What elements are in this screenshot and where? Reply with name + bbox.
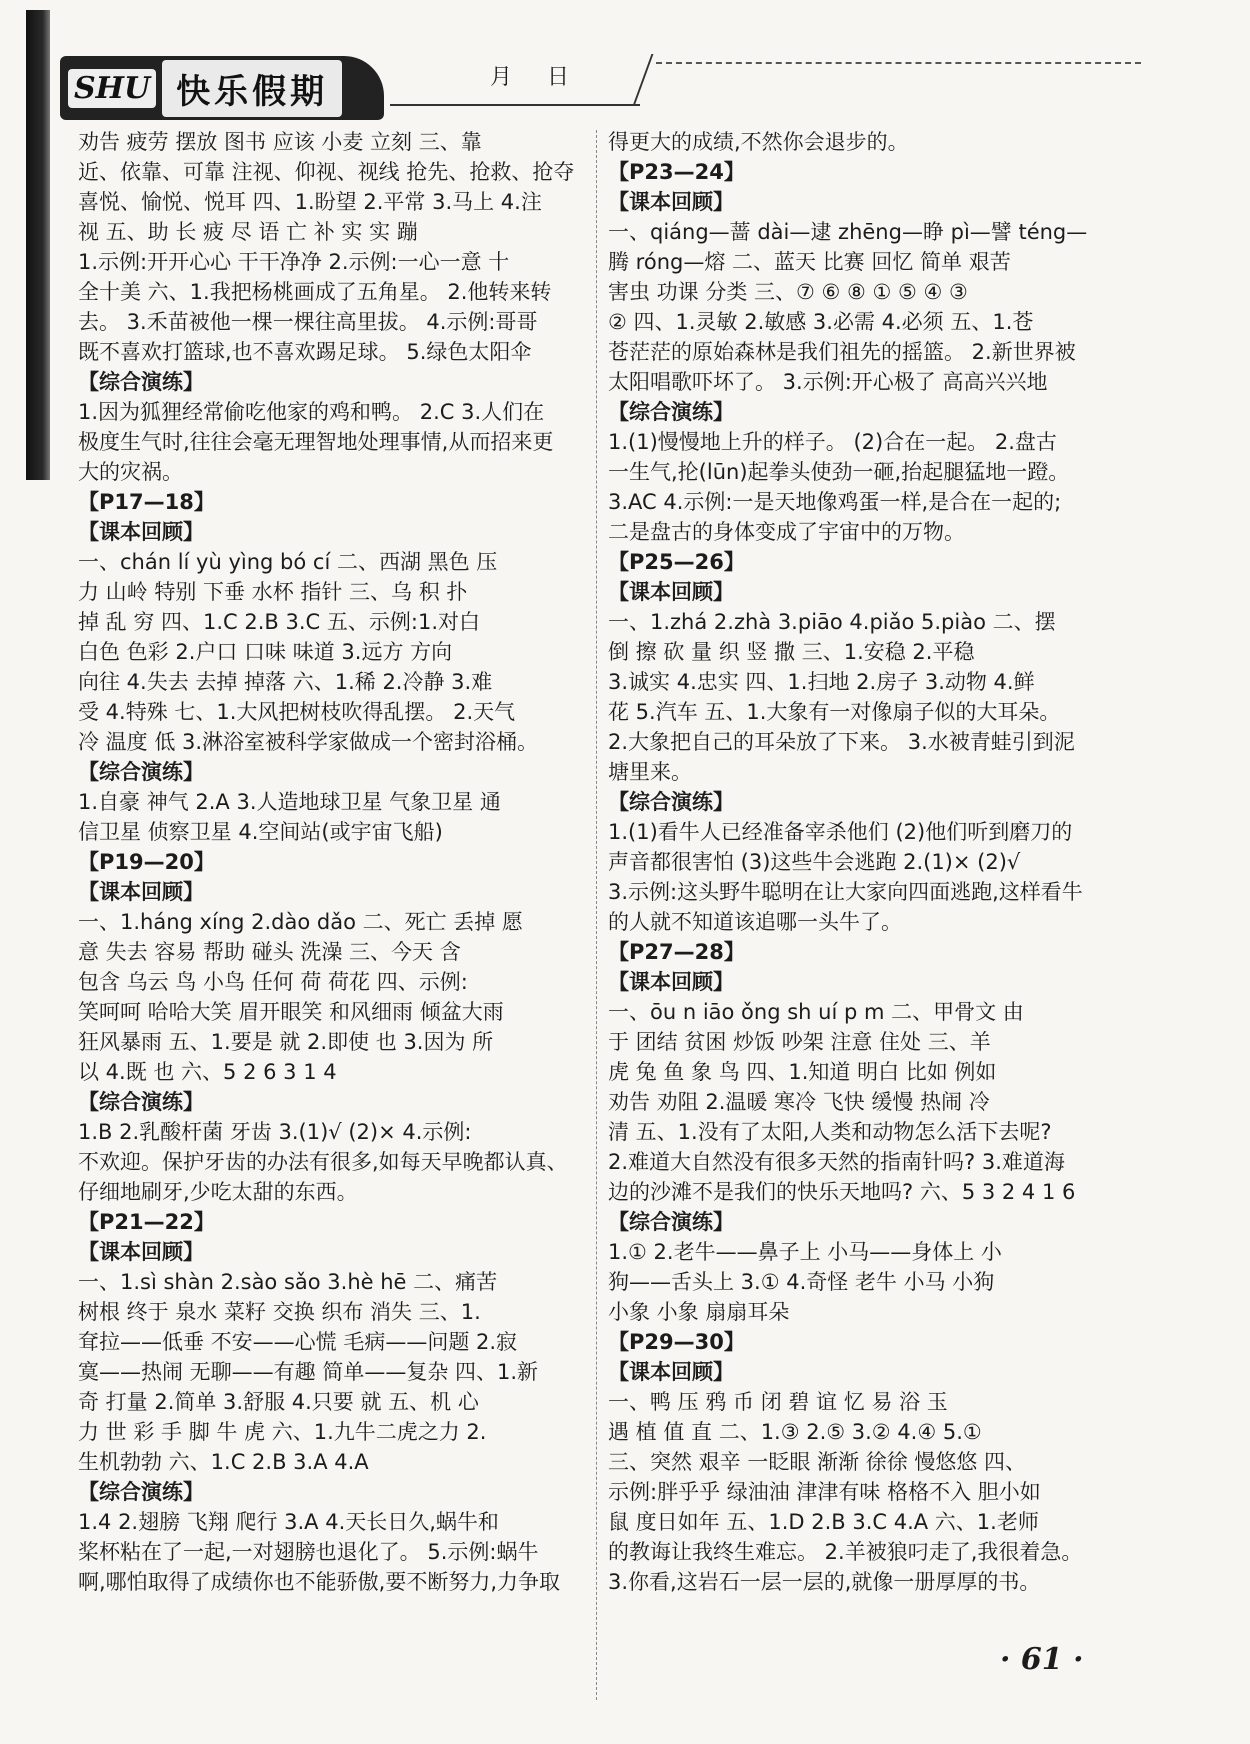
answer-line: 全十美 六、1.我把杨桃画成了五角星。 2.他转来转 bbox=[78, 280, 552, 304]
answer-line: 一、1.sì shàn 2.sào sǎo 3.hè hē 二、痛苦 bbox=[78, 1270, 498, 1294]
date-underline bbox=[390, 104, 640, 106]
answer-line: 塘里来。 bbox=[608, 760, 692, 784]
answer-line: 遇 植 值 直 二、1.③ 2.⑤ 3.② 4.④ 5.① bbox=[608, 1420, 982, 1444]
answer-line: 一、1.háng xíng 2.dào dǎo 二、死亡 丢掉 愿 bbox=[78, 910, 523, 934]
section-heading: 【课本回顾】 bbox=[608, 1360, 734, 1384]
answer-line: 力 山岭 特别 下垂 水杯 指针 三、乌 积 扑 bbox=[78, 580, 468, 604]
answer-line: 1.B 2.乳酸杆菌 牙齿 3.(1)√ (2)× 4.示例: bbox=[78, 1120, 472, 1144]
answer-line: 3.诚实 4.忠实 四、1.扫地 2.房子 3.动物 4.鲜 bbox=[608, 670, 1035, 694]
answer-line: 极度生气时,往往会毫无理智地处理事情,从而招来更 bbox=[78, 430, 554, 454]
answer-line: 视 五、助 长 疲 尽 语 亡 补 实 实 蹦 bbox=[78, 220, 418, 244]
answer-line: 受 4.特殊 七、1.大风把树枝吹得乱摆。 2.天气 bbox=[78, 700, 516, 724]
page-header bbox=[60, 52, 1140, 132]
answer-line: 一生气,抡(lūn)起拳头使劲一砸,抬起腿猛地一蹬。 bbox=[608, 460, 1070, 484]
section-heading: 【综合演练】 bbox=[608, 1210, 734, 1234]
answer-line: 去。 3.禾苗被他一棵一棵往高里拔。 4.示例:哥哥 bbox=[78, 310, 538, 334]
header-slash bbox=[633, 54, 654, 106]
answer-line: 寞——热闹 无聊——有趣 简单——复杂 四、1.新 bbox=[78, 1360, 539, 1384]
answer-line: 一、qiáng—蔷 dài—逮 zhēng—睁 pì—譬 téng— bbox=[608, 220, 1088, 244]
answer-line: 一、chán lí yù yìng bó cí 二、西湖 黑色 压 bbox=[78, 550, 498, 574]
answer-line: 3.示例:这头野牛聪明在让大家向四面逃跑,这样看牛 bbox=[608, 880, 1083, 904]
answer-line: 1.4 2.翅膀 飞翔 爬行 3.A 4.天长日久,蜗牛和 bbox=[78, 1510, 499, 1534]
answer-line: 虎 兔 鱼 象 鸟 四、1.知道 明白 比如 例如 bbox=[608, 1060, 997, 1084]
answer-line: 笑呵呵 哈哈大笑 眉开眼笑 和风细雨 倾盆大雨 bbox=[78, 1000, 504, 1024]
answer-line: 信卫星 侦察卫星 4.空间站(或宇宙飞船) bbox=[78, 820, 443, 844]
section-heading: 【综合演练】 bbox=[78, 760, 204, 784]
answer-line: 的人就不知道该追哪一头牛了。 bbox=[608, 910, 902, 934]
answer-line: 1.因为狐狸经常偷吃他家的鸡和鸭。 2.C 3.人们在 bbox=[78, 400, 545, 424]
answer-line: 的教诲让我终生难忘。 2.羊被狼叼走了,我很着急。 bbox=[608, 1540, 1083, 1564]
answer-line: 2.难道大自然没有很多天然的指南针吗? 3.难道海 bbox=[608, 1150, 1065, 1174]
answer-line: 既不喜欢打篮球,也不喜欢踢足球。 5.绿色太阳伞 bbox=[78, 340, 532, 364]
answer-line: 劝告 疲劳 摆放 图书 应该 小麦 立刻 三、靠 bbox=[78, 130, 482, 154]
section-heading: 【P25—26】 bbox=[608, 550, 745, 574]
answer-line: 近、依靠、可靠 注视、仰视、视线 抢先、抢救、抢夺 bbox=[78, 160, 575, 184]
answer-line: 小象 小象 扇扇耳朵 bbox=[608, 1300, 790, 1324]
section-heading: 【课本回顾】 bbox=[78, 1240, 204, 1264]
answer-line: 一、1.zhá 2.zhà 3.piāo 4.piǎo 5.piào 二、摆 bbox=[608, 610, 1056, 634]
section-heading: 【综合演练】 bbox=[608, 400, 734, 424]
answer-line: 示例:胖乎乎 绿油油 津津有味 格格不入 胆小如 bbox=[608, 1480, 1041, 1504]
section-heading: 【P23—24】 bbox=[608, 160, 745, 184]
section-heading: 【P17—18】 bbox=[78, 490, 215, 514]
answer-line: 一、鸭 压 鸦 币 闭 碧 谊 忆 易 浴 玉 bbox=[608, 1390, 948, 1414]
answer-line: 1.示例:开开心心 干干净净 2.示例:一心一意 十 bbox=[78, 250, 510, 274]
binding-edge bbox=[26, 10, 50, 480]
section-heading: 【课本回顾】 bbox=[608, 580, 734, 604]
answer-line: 劝告 劝阻 2.温暖 寒冷 飞快 缓慢 热闹 冷 bbox=[608, 1090, 990, 1114]
answer-line: 1.(1)看牛人已经准备宰杀他们 (2)他们听到磨刀的 bbox=[608, 820, 1073, 844]
answer-line: 2.大象把自己的耳朵放了下来。 3.水被青蛙引到泥 bbox=[608, 730, 1075, 754]
answer-line: 清 五、1.没有了太阳,人类和动物怎么活下去呢? bbox=[608, 1120, 1052, 1144]
logo bbox=[60, 56, 384, 120]
answer-line: 一、ōu n iāo ǒng sh uí p m 二、甲骨文 由 bbox=[608, 1000, 1024, 1024]
answer-line: 喜悦、愉悦、悦耳 四、1.盼望 2.平常 3.马上 4.注 bbox=[78, 190, 542, 214]
date-label: 月 日 bbox=[490, 65, 569, 90]
answer-line: 意 失去 容易 帮助 碰头 洗澡 三、今天 含 bbox=[78, 940, 461, 964]
answer-line: 生机勃勃 六、1.C 2.B 3.A 4.A bbox=[78, 1450, 369, 1474]
answer-line: 1.自豪 神气 2.A 3.人造地球卫星 气象卫星 通 bbox=[78, 790, 501, 814]
answer-line: 太阳唱歌吓坏了。 3.示例:开心极了 高高兴兴地 bbox=[608, 370, 1048, 394]
answer-line: 力 世 彩 手 脚 牛 虎 六、1.九牛二虎之力 2. bbox=[78, 1420, 487, 1444]
answer-line: 花 5.汽车 五、1.大象有一对像扇子似的大耳朵。 bbox=[608, 700, 1061, 724]
answer-line: 声音都很害怕 (3)这些牛会逃跑 2.(1)× (2)√ bbox=[608, 850, 1021, 874]
header-dashed-rule bbox=[656, 62, 1141, 64]
answer-line: 冷 温度 低 3.淋浴室被科学家做成一个密封浴桶。 bbox=[78, 730, 539, 754]
column-divider bbox=[596, 130, 597, 1700]
section-heading: 【P29—30】 bbox=[608, 1330, 745, 1354]
answer-line: 害虫 功课 分类 三、⑦ ⑥ ⑧ ① ⑤ ④ ③ bbox=[608, 280, 968, 304]
section-heading: 【综合演练】 bbox=[78, 1480, 204, 1504]
answer-line: 耷拉——低垂 不安——心慌 毛病——问题 2.寂 bbox=[78, 1330, 518, 1354]
section-heading: 【课本回顾】 bbox=[78, 520, 204, 544]
answer-line: 腾 róng—熔 二、蓝天 比赛 回忆 简单 艰苦 bbox=[608, 250, 1011, 274]
answer-line: 不欢迎。保护牙齿的办法有很多,如每天早晚都认真、 bbox=[78, 1150, 568, 1174]
section-heading: 【综合演练】 bbox=[78, 370, 204, 394]
answer-line: 掉 乱 穷 四、1.C 2.B 3.C 五、示例:1.对白 bbox=[78, 610, 481, 634]
answer-line: 三、突然 艰辛 一眨眼 渐渐 徐徐 慢悠悠 四、 bbox=[608, 1450, 1027, 1474]
section-heading: 【课本回顾】 bbox=[608, 970, 734, 994]
answer-column-left bbox=[78, 127, 628, 1597]
answer-line: 狗——舌头上 3.① 4.奇怪 老牛 小马 小狗 bbox=[608, 1270, 995, 1294]
answer-line: 啊,哪怕取得了成绩你也不能骄傲,要不断努力,力争取 bbox=[78, 1570, 561, 1594]
section-heading: 【综合演练】 bbox=[608, 790, 734, 814]
answer-line: 倒 擦 砍 量 织 竖 撒 三、1.安稳 2.平稳 bbox=[608, 640, 975, 664]
answer-line: 边的沙滩不是我们的快乐天地吗? 六、5 3 2 4 1 6 bbox=[608, 1180, 1076, 1204]
section-heading: 【P19—20】 bbox=[78, 850, 215, 874]
section-heading: 【课本回顾】 bbox=[78, 880, 204, 904]
answer-line: 白色 色彩 2.户口 口味 味道 3.远方 方向 bbox=[78, 640, 453, 664]
answer-line: 桨杯粘在了一起,一对翅膀也退化了。 5.示例:蜗牛 bbox=[78, 1540, 539, 1564]
answer-line: 包含 乌云 鸟 小鸟 任何 荷 荷花 四、示例: bbox=[78, 970, 468, 994]
answer-column-right bbox=[608, 127, 1158, 1597]
answer-line: 得更大的成绩,不然你会退步的。 bbox=[608, 130, 909, 154]
section-heading: 【P27—28】 bbox=[608, 940, 745, 964]
answer-line: 3.AC 4.示例:一是天地像鸡蛋一样,是合在一起的; bbox=[608, 490, 1062, 514]
logo-tag: SHU bbox=[68, 69, 156, 108]
section-heading: 【P21—22】 bbox=[78, 1210, 215, 1234]
page-number: · 61 · bbox=[1000, 1642, 1084, 1677]
section-heading: 【课本回顾】 bbox=[608, 190, 734, 214]
answer-line: 树根 终于 泉水 菜籽 交换 织布 消失 三、1. bbox=[78, 1300, 481, 1324]
answer-line: 1.① 2.老牛——鼻子上 小马——身体上 小 bbox=[608, 1240, 1002, 1264]
answer-line: 鼠 度日如年 五、1.D 2.B 3.C 4.A 六、1.老师 bbox=[608, 1510, 1039, 1534]
answer-line: 1.(1)慢慢地上升的样子。 (2)合在一起。 2.盘古 bbox=[608, 430, 1057, 454]
section-heading: 【综合演练】 bbox=[78, 1090, 204, 1114]
answer-line: 大的灾祸。 bbox=[78, 460, 183, 484]
answer-line: 狂风暴雨 五、1.要是 就 2.即使 也 3.因为 所 bbox=[78, 1030, 494, 1054]
answer-line: ② 四、1.灵敏 2.敏感 3.必需 4.必须 五、1.苍 bbox=[608, 310, 1034, 334]
answer-line: 二是盘古的身体变成了宇宙中的万物。 bbox=[608, 520, 965, 544]
answer-line: 3.你看,这岩石一层一层的,就像一册厚厚的书。 bbox=[608, 1570, 1041, 1594]
logo-title: 快乐假期 bbox=[162, 60, 342, 117]
answer-line: 向往 4.失去 去掉 掉落 六、1.稀 2.冷静 3.难 bbox=[78, 670, 493, 694]
answer-line: 苍茫茫的原始森林是我们祖先的摇篮。 2.新世界被 bbox=[608, 340, 1076, 364]
answer-line: 于 团结 贫困 炒饭 吵架 注意 住处 三、羊 bbox=[608, 1030, 991, 1054]
answer-line: 仔细地刷牙,少吃太甜的东西。 bbox=[78, 1180, 358, 1204]
answer-line: 以 4.既 也 六、5 2 6 3 1 4 bbox=[78, 1060, 337, 1084]
answer-line: 奇 打量 2.简单 3.舒服 4.只要 就 五、机 心 bbox=[78, 1390, 479, 1414]
